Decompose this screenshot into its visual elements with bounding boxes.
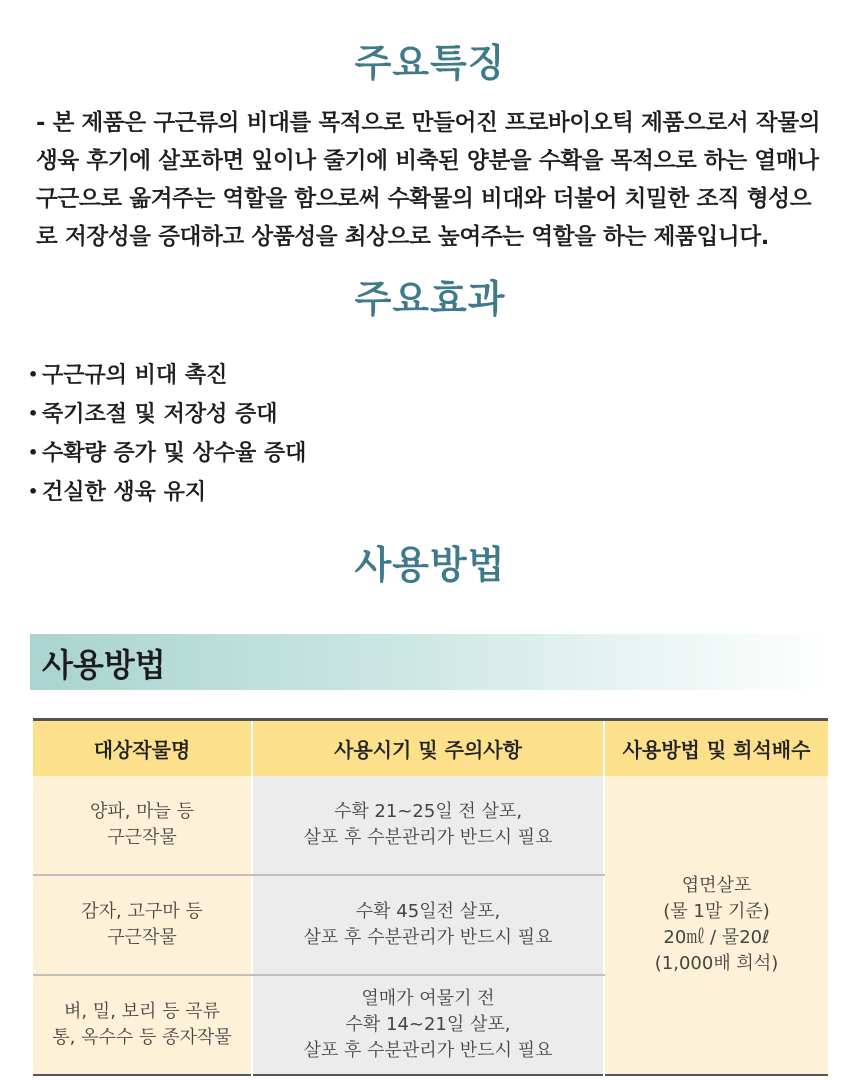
method-line: 20㎖ / 물20ℓ [663,927,770,948]
crop-line: 양파, 마늘 등 [89,801,195,822]
effect-label: 수확량 증가 및 상수율 증대 [42,441,307,466]
effects-list [28,356,860,512]
method-line: (물 1말 기준) [663,901,770,922]
crop-line: 감자, 고구마 등 [81,901,203,922]
usage-banner-label: 사용방법 [42,646,166,684]
features-description: - 본 제품은 구근류의 비대를 목적으로 만들어진 프로바이오틱 제품으로서 작물의 생육 후기에 살포하면 잎이나 줄기에 비축된 양분을 수확을 목적으로 하는 열매나 구근으로 옮겨주는 역할을 함으로써 수확물의 비대와 더불어 치밀한 조직 형성으로 저장성을 증대하고 상품성을 최상으로 높여주는 역할을 하는 제품입니다. [36,110,821,250]
timing-line: 열매가 여물기 전 [361,988,495,1009]
method-cell [604,776,828,1075]
timing-line: 살포 후 수분관리가 반드시 필요 [303,1040,553,1061]
header-method: 사용방법 및 희석배수 [604,720,828,777]
list-item [28,434,860,473]
timing-cell [252,875,604,975]
list-item [28,395,860,434]
effect-label: 죽기조절 및 저장성 증대 [42,402,278,427]
timing-cell [252,776,604,875]
header-crop: 대상작물명 [33,720,252,777]
effect-label: 구근규의 비대 촉진 [42,363,228,388]
bullet-icon: • [28,482,39,501]
effect-label: 건실한 생육 유지 [42,480,207,505]
crop-cell [33,975,252,1075]
bullet-icon: • [28,365,39,384]
crop-line: 구근작물 [107,827,177,848]
timing-line: 살포 후 수분관리가 반드시 필요 [303,927,553,948]
timing-cell [252,975,604,1075]
table-row [33,776,828,875]
method-line: (1,000배 희석) [654,953,779,974]
crop-line: 구근작물 [107,927,177,948]
crop-line: 통, 옥수수 등 종자작물 [52,1027,232,1048]
header-timing: 사용시기 및 주의사항 [252,720,604,777]
list-item [28,356,860,395]
usage-banner [30,634,830,690]
features-title: 주요특징 [354,41,506,85]
timing-line: 수확 45일전 살포, [355,901,501,922]
effects-title: 주요효과 [354,277,506,321]
usage-table [33,718,828,1076]
method-line: 엽면살포 [681,875,752,896]
crop-cell [33,875,252,975]
timing-line: 수확 21~25일 전 살포, [333,801,523,822]
table-header-row [33,720,828,777]
crop-line: 벼, 밀, 보리 등 곡류 [63,1001,221,1022]
usage-title: 사용방법 [354,543,506,587]
list-item [28,473,860,512]
timing-line: 살포 후 수분관리가 반드시 필요 [303,827,553,848]
bullet-icon: • [28,404,39,423]
crop-cell [33,776,252,875]
timing-line: 수확 14~21일 살포, [345,1014,511,1035]
bullet-icon: • [28,443,39,462]
